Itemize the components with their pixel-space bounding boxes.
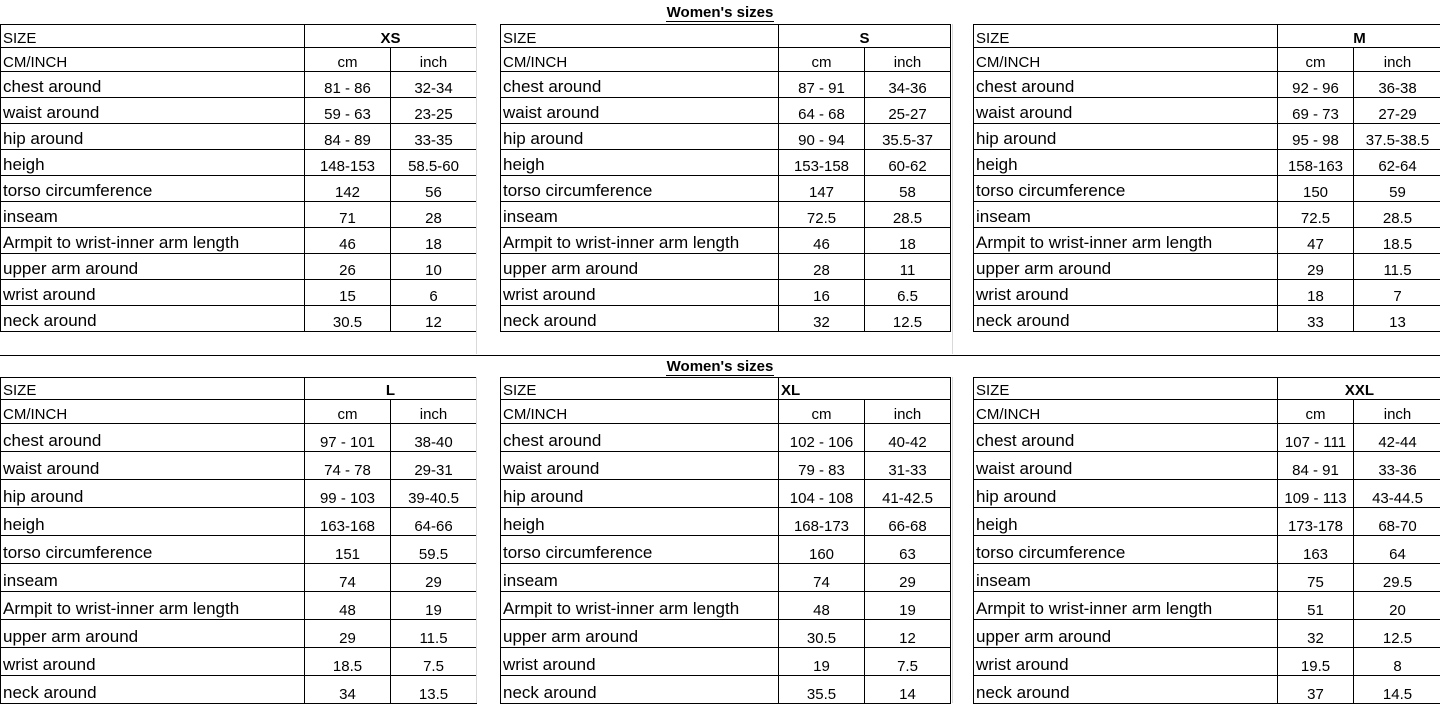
measurement-cm: 160 xyxy=(779,536,865,564)
table-row xyxy=(974,176,1440,202)
measurement-label: chest around xyxy=(974,424,1278,452)
measurement-cm: 150 xyxy=(1278,176,1354,202)
unit-header-row xyxy=(501,400,951,424)
measurement-cm: 104 - 108 xyxy=(779,480,865,508)
measurement-cm: 90 - 94 xyxy=(779,124,865,150)
measurement-label: waist around xyxy=(1,452,305,480)
measurement-cm: 46 xyxy=(305,228,391,254)
size-code: L xyxy=(305,378,477,400)
measurement-inch: 18 xyxy=(391,228,477,254)
measurement-inch: 6 xyxy=(391,280,477,306)
measurement-cm: 29 xyxy=(1278,254,1354,280)
unit-inch-header: inch xyxy=(865,400,951,424)
measurement-label: heigh xyxy=(1,508,305,536)
measurement-label: torso circumference xyxy=(1,176,305,202)
section-title-text: Women's sizes xyxy=(666,4,775,22)
measurement-inch: 39-40.5 xyxy=(391,480,477,508)
measurement-cm: 30.5 xyxy=(305,306,391,332)
measurement-label: hip around xyxy=(974,124,1278,150)
size-header-row xyxy=(1,378,477,400)
measurement-cm: 35.5 xyxy=(779,676,865,704)
unit-header-row xyxy=(1,400,477,424)
table-row xyxy=(974,124,1440,150)
unit-header-label: CM/INCH xyxy=(1,400,305,424)
section-title xyxy=(0,358,1440,376)
measurement-cm: 46 xyxy=(779,228,865,254)
measurement-label: upper arm around xyxy=(501,620,779,648)
table-row xyxy=(974,508,1440,536)
table-row xyxy=(974,648,1440,676)
measurement-cm: 26 xyxy=(305,254,391,280)
measurement-label: Armpit to wrist-inner arm length xyxy=(501,592,779,620)
measurement-cm: 142 xyxy=(305,176,391,202)
size-header-label: SIZE xyxy=(501,25,779,48)
table-row xyxy=(974,280,1440,306)
size-header-row xyxy=(974,378,1440,400)
unit-header-label: CM/INCH xyxy=(1,48,305,72)
table-row xyxy=(501,254,951,280)
measurement-cm: 16 xyxy=(779,280,865,306)
table-row xyxy=(1,620,477,648)
gridline xyxy=(952,377,953,703)
table-row xyxy=(974,72,1440,98)
table-row xyxy=(974,150,1440,176)
measurement-inch: 41-42.5 xyxy=(865,480,951,508)
measurement-cm: 75 xyxy=(1278,564,1354,592)
gridline xyxy=(476,24,477,354)
measurement-cm: 69 - 73 xyxy=(1278,98,1354,124)
table-row xyxy=(501,176,951,202)
table-row xyxy=(974,564,1440,592)
size-code: XL xyxy=(779,378,951,400)
measurement-label: torso circumference xyxy=(974,176,1278,202)
measurement-label: Armpit to wrist-inner arm length xyxy=(1,592,305,620)
measurement-label: neck around xyxy=(1,676,305,704)
unit-header-row xyxy=(974,400,1440,424)
measurement-cm: 153-158 xyxy=(779,150,865,176)
measurement-label: upper arm around xyxy=(974,620,1278,648)
table-row xyxy=(1,676,477,704)
measurement-cm: 168-173 xyxy=(779,508,865,536)
unit-inch-header: inch xyxy=(391,48,477,72)
measurement-inch: 20 xyxy=(1354,592,1440,620)
table-row xyxy=(501,202,951,228)
measurement-inch: 43-44.5 xyxy=(1354,480,1440,508)
table-row xyxy=(501,306,951,332)
table-row xyxy=(974,202,1440,228)
measurement-cm: 30.5 xyxy=(779,620,865,648)
measurement-cm: 74 xyxy=(779,564,865,592)
measurement-inch: 18.5 xyxy=(1354,228,1440,254)
measurement-label: upper arm around xyxy=(974,254,1278,280)
unit-header-label: CM/INCH xyxy=(974,48,1278,72)
measurement-cm: 163-168 xyxy=(305,508,391,536)
table-row xyxy=(501,228,951,254)
measurement-inch: 10 xyxy=(391,254,477,280)
measurement-inch: 59 xyxy=(1354,176,1440,202)
table-row xyxy=(1,150,477,176)
unit-inch-header: inch xyxy=(1354,400,1440,424)
measurement-inch: 12 xyxy=(865,620,951,648)
table-row xyxy=(501,98,951,124)
measurement-label: chest around xyxy=(1,424,305,452)
size-header-row xyxy=(1,25,477,48)
table-row xyxy=(501,536,951,564)
section-title-text: Women's sizes xyxy=(666,358,775,376)
measurement-inch: 29-31 xyxy=(391,452,477,480)
size-header-row xyxy=(974,25,1440,48)
table-row xyxy=(501,124,951,150)
measurement-inch: 56 xyxy=(391,176,477,202)
section-title xyxy=(0,4,1440,22)
measurement-label: wrist around xyxy=(1,280,305,306)
measurement-cm: 29 xyxy=(305,620,391,648)
measurement-label: Armpit to wrist-inner arm length xyxy=(501,228,779,254)
measurement-inch: 19 xyxy=(865,592,951,620)
measurement-label: torso circumference xyxy=(1,536,305,564)
measurement-label: waist around xyxy=(974,98,1278,124)
measurement-inch: 62-64 xyxy=(1354,150,1440,176)
measurement-label: Armpit to wrist-inner arm length xyxy=(1,228,305,254)
size-header-label: SIZE xyxy=(1,25,305,48)
table-row xyxy=(501,452,951,480)
measurement-label: inseam xyxy=(501,202,779,228)
size-table xyxy=(0,377,477,704)
measurement-label: waist around xyxy=(501,452,779,480)
unit-cm-header: cm xyxy=(779,48,865,72)
size-header-row xyxy=(501,25,951,48)
measurement-label: neck around xyxy=(501,676,779,704)
measurement-cm: 163 xyxy=(1278,536,1354,564)
measurement-inch: 63 xyxy=(865,536,951,564)
measurement-cm: 72.5 xyxy=(779,202,865,228)
table-row xyxy=(501,480,951,508)
table-row xyxy=(974,98,1440,124)
measurement-label: heigh xyxy=(974,150,1278,176)
table-row xyxy=(1,124,477,150)
measurement-label: hip around xyxy=(1,480,305,508)
measurement-cm: 32 xyxy=(779,306,865,332)
measurement-inch: 7.5 xyxy=(865,648,951,676)
table-row xyxy=(501,620,951,648)
measurement-label: chest around xyxy=(501,72,779,98)
unit-header-row xyxy=(1,48,477,72)
measurement-inch: 40-42 xyxy=(865,424,951,452)
measurement-label: inseam xyxy=(974,564,1278,592)
table-row xyxy=(1,72,477,98)
table-row xyxy=(974,424,1440,452)
measurement-cm: 74 xyxy=(305,564,391,592)
measurement-inch: 33-35 xyxy=(391,124,477,150)
table-row xyxy=(501,648,951,676)
table-row xyxy=(974,676,1440,704)
size-code: S xyxy=(779,25,951,48)
table-row xyxy=(501,564,951,592)
table-row xyxy=(501,150,951,176)
table-row xyxy=(501,280,951,306)
measurement-inch: 8 xyxy=(1354,648,1440,676)
measurement-cm: 19 xyxy=(779,648,865,676)
measurement-inch: 31-33 xyxy=(865,452,951,480)
measurement-cm: 95 - 98 xyxy=(1278,124,1354,150)
size-table xyxy=(973,24,1440,332)
measurement-inch: 36-38 xyxy=(1354,72,1440,98)
measurement-inch: 64 xyxy=(1354,536,1440,564)
measurement-cm: 59 - 63 xyxy=(305,98,391,124)
measurement-label: heigh xyxy=(501,150,779,176)
measurement-label: torso circumference xyxy=(501,536,779,564)
size-code: XXL xyxy=(1278,378,1440,400)
measurement-label: torso circumference xyxy=(974,536,1278,564)
table-row xyxy=(1,480,477,508)
measurement-cm: 84 - 89 xyxy=(305,124,391,150)
measurement-cm: 48 xyxy=(305,592,391,620)
measurement-label: heigh xyxy=(501,508,779,536)
measurement-label: upper arm around xyxy=(501,254,779,280)
measurement-cm: 71 xyxy=(305,202,391,228)
measurement-label: Armpit to wrist-inner arm length xyxy=(974,592,1278,620)
measurement-cm: 107 - 111 xyxy=(1278,424,1354,452)
table-row xyxy=(1,452,477,480)
measurement-inch: 42-44 xyxy=(1354,424,1440,452)
measurement-inch: 11.5 xyxy=(391,620,477,648)
measurement-label: neck around xyxy=(974,676,1278,704)
table-row xyxy=(1,254,477,280)
unit-inch-header: inch xyxy=(865,48,951,72)
measurement-cm: 87 - 91 xyxy=(779,72,865,98)
measurement-label: inseam xyxy=(501,564,779,592)
measurement-cm: 102 - 106 xyxy=(779,424,865,452)
table-row xyxy=(501,72,951,98)
measurement-label: waist around xyxy=(501,98,779,124)
measurement-label: torso circumference xyxy=(501,176,779,202)
measurement-inch: 13 xyxy=(1354,306,1440,332)
measurement-label: hip around xyxy=(974,480,1278,508)
measurement-cm: 72.5 xyxy=(1278,202,1354,228)
table-row xyxy=(974,228,1440,254)
measurement-inch: 58 xyxy=(865,176,951,202)
table-row xyxy=(1,306,477,332)
measurement-cm: 147 xyxy=(779,176,865,202)
measurement-cm: 74 - 78 xyxy=(305,452,391,480)
unit-inch-header: inch xyxy=(1354,48,1440,72)
measurement-cm: 33 xyxy=(1278,306,1354,332)
measurement-inch: 7 xyxy=(1354,280,1440,306)
measurement-label: hip around xyxy=(501,124,779,150)
measurement-cm: 99 - 103 xyxy=(305,480,391,508)
measurement-label: Armpit to wrist-inner arm length xyxy=(974,228,1278,254)
measurement-cm: 151 xyxy=(305,536,391,564)
table-row xyxy=(974,480,1440,508)
measurement-cm: 109 - 113 xyxy=(1278,480,1354,508)
measurement-inch: 25-27 xyxy=(865,98,951,124)
measurement-inch: 68-70 xyxy=(1354,508,1440,536)
table-row xyxy=(501,508,951,536)
table-row xyxy=(974,592,1440,620)
unit-cm-header: cm xyxy=(1278,48,1354,72)
unit-header-row xyxy=(501,48,951,72)
measurement-inch: 37.5-38.5 xyxy=(1354,124,1440,150)
table-row xyxy=(1,176,477,202)
measurement-label: wrist around xyxy=(974,648,1278,676)
measurement-label: wrist around xyxy=(1,648,305,676)
measurement-cm: 28 xyxy=(779,254,865,280)
measurement-cm: 34 xyxy=(305,676,391,704)
measurement-inch: 29 xyxy=(391,564,477,592)
measurement-label: wrist around xyxy=(501,648,779,676)
table-row xyxy=(974,536,1440,564)
measurement-cm: 97 - 101 xyxy=(305,424,391,452)
measurement-label: hip around xyxy=(501,480,779,508)
measurement-label: neck around xyxy=(974,306,1278,332)
measurement-cm: 47 xyxy=(1278,228,1354,254)
measurement-label: heigh xyxy=(974,508,1278,536)
measurement-label: inseam xyxy=(1,564,305,592)
measurement-inch: 34-36 xyxy=(865,72,951,98)
measurement-label: waist around xyxy=(974,452,1278,480)
unit-cm-header: cm xyxy=(305,400,391,424)
unit-cm-header: cm xyxy=(779,400,865,424)
table-row xyxy=(501,424,951,452)
measurement-inch: 19 xyxy=(391,592,477,620)
size-header-row xyxy=(501,378,951,400)
measurement-inch: 32-34 xyxy=(391,72,477,98)
measurement-inch: 64-66 xyxy=(391,508,477,536)
size-code: M xyxy=(1278,25,1440,48)
measurement-cm: 18.5 xyxy=(305,648,391,676)
measurement-inch: 27-29 xyxy=(1354,98,1440,124)
unit-header-label: CM/INCH xyxy=(501,400,779,424)
measurement-cm: 158-163 xyxy=(1278,150,1354,176)
measurement-inch: 28.5 xyxy=(1354,202,1440,228)
measurement-inch: 29 xyxy=(865,564,951,592)
measurement-inch: 59.5 xyxy=(391,536,477,564)
measurement-cm: 173-178 xyxy=(1278,508,1354,536)
size-header-label: SIZE xyxy=(974,25,1278,48)
gridline xyxy=(476,377,477,703)
measurement-inch: 58.5-60 xyxy=(391,150,477,176)
table-row xyxy=(974,620,1440,648)
table-row xyxy=(1,508,477,536)
size-header-label: SIZE xyxy=(1,378,305,400)
table-row xyxy=(974,254,1440,280)
measurement-inch: 11 xyxy=(865,254,951,280)
measurement-inch: 13.5 xyxy=(391,676,477,704)
measurement-inch: 12 xyxy=(391,306,477,332)
measurement-inch: 23-25 xyxy=(391,98,477,124)
size-header-label: SIZE xyxy=(501,378,779,400)
measurement-cm: 18 xyxy=(1278,280,1354,306)
measurement-inch: 12.5 xyxy=(1354,620,1440,648)
table-row xyxy=(1,648,477,676)
unit-inch-header: inch xyxy=(391,400,477,424)
size-table xyxy=(500,24,951,332)
measurement-label: chest around xyxy=(1,72,305,98)
table-row xyxy=(974,306,1440,332)
size-code: XS xyxy=(305,25,477,48)
table-row xyxy=(974,452,1440,480)
measurement-inch: 60-62 xyxy=(865,150,951,176)
unit-header-label: CM/INCH xyxy=(501,48,779,72)
table-row xyxy=(1,564,477,592)
measurement-inch: 28 xyxy=(391,202,477,228)
measurement-inch: 66-68 xyxy=(865,508,951,536)
measurement-label: upper arm around xyxy=(1,620,305,648)
measurement-inch: 14 xyxy=(865,676,951,704)
table-row xyxy=(1,280,477,306)
gridline xyxy=(952,24,953,354)
size-table xyxy=(973,377,1440,704)
table-row xyxy=(1,228,477,254)
table-row xyxy=(1,592,477,620)
measurement-cm: 79 - 83 xyxy=(779,452,865,480)
table-row xyxy=(1,536,477,564)
measurement-inch: 6.5 xyxy=(865,280,951,306)
measurement-label: inseam xyxy=(1,202,305,228)
measurement-label: heigh xyxy=(1,150,305,176)
measurement-cm: 148-153 xyxy=(305,150,391,176)
measurement-inch: 14.5 xyxy=(1354,676,1440,704)
measurement-label: wrist around xyxy=(974,280,1278,306)
measurement-label: neck around xyxy=(501,306,779,332)
measurement-inch: 29.5 xyxy=(1354,564,1440,592)
measurement-label: waist around xyxy=(1,98,305,124)
measurement-cm: 92 - 96 xyxy=(1278,72,1354,98)
table-row xyxy=(1,98,477,124)
measurement-label: chest around xyxy=(974,72,1278,98)
unit-header-row xyxy=(974,48,1440,72)
measurement-inch: 33-36 xyxy=(1354,452,1440,480)
measurement-label: chest around xyxy=(501,424,779,452)
measurement-cm: 81 - 86 xyxy=(305,72,391,98)
measurement-cm: 84 - 91 xyxy=(1278,452,1354,480)
measurement-inch: 18 xyxy=(865,228,951,254)
measurement-cm: 51 xyxy=(1278,592,1354,620)
measurement-cm: 15 xyxy=(305,280,391,306)
measurement-cm: 48 xyxy=(779,592,865,620)
measurement-inch: 38-40 xyxy=(391,424,477,452)
unit-header-label: CM/INCH xyxy=(974,400,1278,424)
table-row xyxy=(501,592,951,620)
table-row xyxy=(1,424,477,452)
measurement-label: inseam xyxy=(974,202,1278,228)
section-divider xyxy=(0,355,1440,356)
measurement-inch: 11.5 xyxy=(1354,254,1440,280)
measurement-label: neck around xyxy=(1,306,305,332)
table-row xyxy=(1,202,477,228)
measurement-label: upper arm around xyxy=(1,254,305,280)
measurement-cm: 19.5 xyxy=(1278,648,1354,676)
unit-cm-header: cm xyxy=(1278,400,1354,424)
size-header-label: SIZE xyxy=(974,378,1278,400)
measurement-label: hip around xyxy=(1,124,305,150)
table-row xyxy=(501,676,951,704)
size-table xyxy=(0,24,477,332)
measurement-cm: 64 - 68 xyxy=(779,98,865,124)
measurement-inch: 12.5 xyxy=(865,306,951,332)
measurement-cm: 37 xyxy=(1278,676,1354,704)
measurement-inch: 7.5 xyxy=(391,648,477,676)
size-table xyxy=(500,377,951,704)
measurement-cm: 32 xyxy=(1278,620,1354,648)
measurement-inch: 28.5 xyxy=(865,202,951,228)
measurement-inch: 35.5-37 xyxy=(865,124,951,150)
measurement-label: wrist around xyxy=(501,280,779,306)
unit-cm-header: cm xyxy=(305,48,391,72)
